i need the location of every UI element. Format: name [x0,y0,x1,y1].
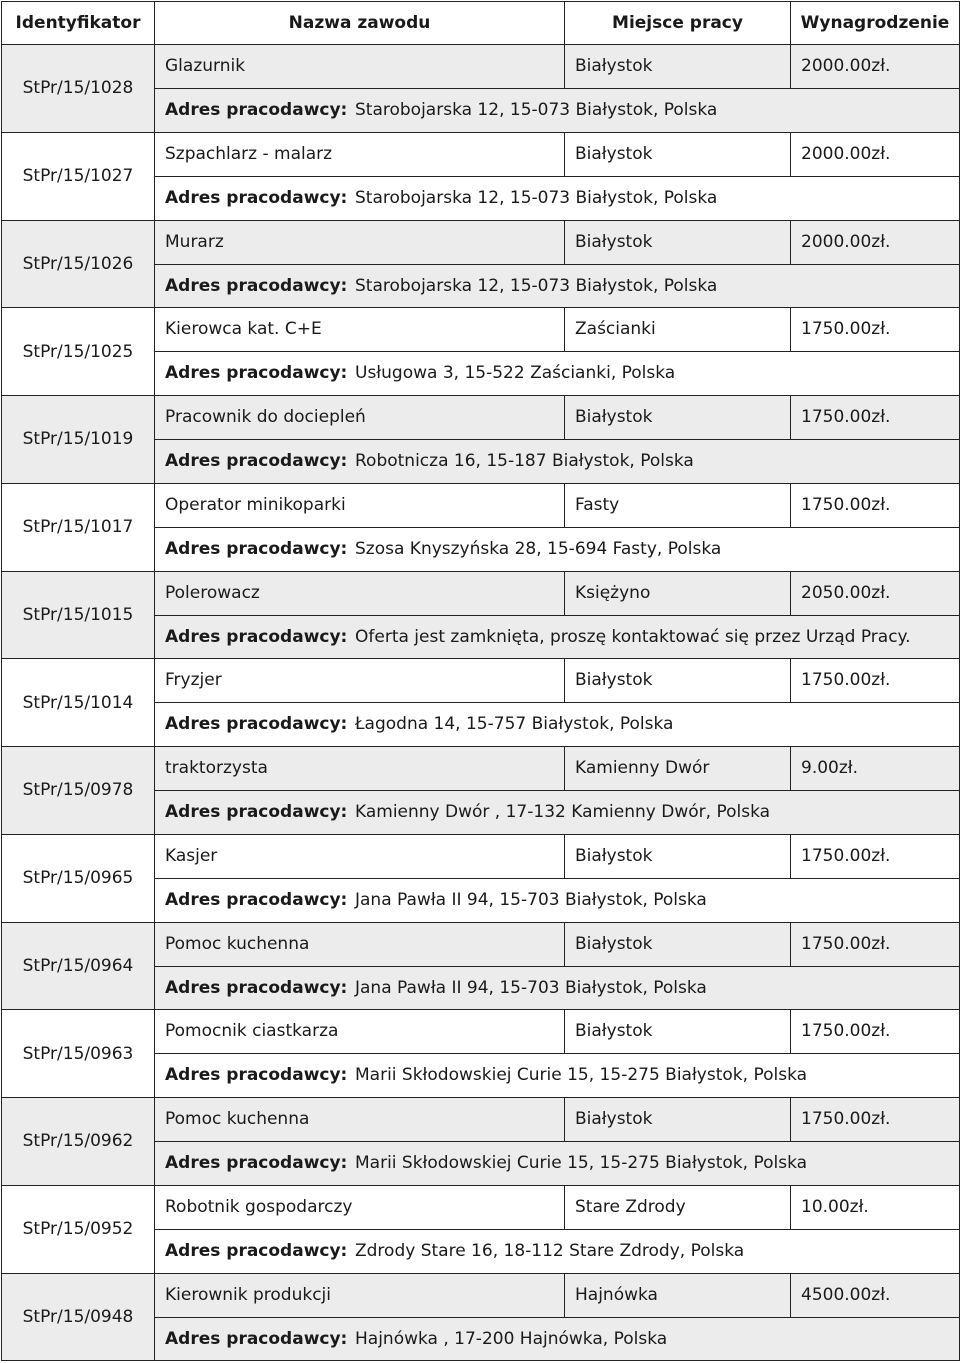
address-label: Adres pracodawcy: [165,714,348,735]
address-label: Adres pracodawcy: [165,802,348,822]
address-label: Adres pracodawcy: [165,100,348,120]
offer-details [155,922,960,1010]
address-label: Adres pracodawcy: [165,451,348,471]
table-row [2,1010,960,1098]
offer-id: StPr/15/0952 [2,1185,155,1273]
job-name: Fryzjer [165,670,222,691]
offer-details [155,1010,960,1098]
column-divider [790,923,791,967]
offer-id: StPr/15/1017 [2,483,155,571]
job-place: Białystok [575,845,653,866]
job-name: Kierownik produkcji [165,1284,332,1305]
job-name: Operator minikoparki [165,494,346,515]
job-salary: 9.00zł. [801,758,859,778]
address-label: Adres pracodawcy: [165,187,348,208]
column-divider [790,221,791,265]
offer-address-line [155,703,959,747]
employer-address: Usługowa 3, 15-522 Zaścianki, Polska [355,363,676,384]
offer-details [155,1185,960,1273]
table-row [2,571,960,659]
column-divider [564,747,565,791]
offer-address-line [155,1230,959,1274]
column-divider [790,659,791,703]
offer-address-line [155,616,959,660]
column-divider [790,1098,791,1142]
job-offers-table [1,1,960,1361]
job-name: Kierowca kat. C+E [165,319,322,340]
offer-id: StPr/15/0962 [2,1098,155,1186]
job-place: Księżyno [575,582,651,603]
column-divider [790,133,791,177]
offer-main-line [155,835,959,879]
address-label: Adres pracodawcy: [165,1328,348,1349]
job-place: Fasty [575,494,620,515]
job-place: Białystok [575,1109,653,1129]
column-divider [564,133,565,177]
employer-address: Jana Pawła II 94, 15-703 Białystok, Polska [355,977,707,998]
job-place: Hajnówka [575,1284,658,1305]
offer-details [155,571,960,659]
offer-id: StPr/15/1027 [2,132,155,220]
column-divider [564,1098,565,1142]
column-divider [564,308,565,352]
table-row [2,220,960,308]
table-row [2,1098,960,1186]
offer-address-line [155,89,959,133]
employer-address: Łagodna 14, 15-757 Białystok, Polska [355,714,674,735]
job-salary: 1750.00zł. [801,407,891,427]
column-divider [790,45,791,89]
table-row [2,308,960,396]
offer-id: StPr/15/0948 [2,1273,155,1361]
employer-address: Oferta jest zamknięta, proszę kontaktować się przez Urząd Pracy. [355,626,911,647]
offer-id: StPr/15/0964 [2,922,155,1010]
offer-details [155,659,960,747]
offer-main-line [155,1186,959,1230]
address-label: Adres pracodawcy: [165,977,348,998]
job-name: Kasjer [165,845,218,866]
job-name: Szpachlarz - malarz [165,143,333,164]
employer-address: Starobojarska 12, 15-073 Białystok, Polska [355,187,718,208]
column-divider [790,572,791,616]
offer-main-line [155,1010,959,1054]
column-divider [790,308,791,352]
job-place: Białystok [575,1021,653,1042]
offer-main-line [155,308,959,352]
offer-main-line [155,484,959,528]
offer-main-line [155,1274,959,1318]
offer-address-line [155,1054,959,1098]
job-name: Pomoc kuchenna [165,933,310,954]
offer-details [155,220,960,308]
offer-details [155,45,960,133]
job-name: Pomocnik ciastkarza [165,1021,339,1042]
offer-main-line [155,45,959,89]
job-name: Pracownik do dociepleń [165,407,366,427]
table-row [2,132,960,220]
offer-id: StPr/15/1014 [2,659,155,747]
job-place: Białystok [575,143,653,164]
offer-main-line [155,923,959,967]
column-divider [790,1186,791,1230]
job-salary: 1750.00zł. [801,319,891,340]
offer-details [155,834,960,922]
offer-address-line [155,967,959,1011]
offer-details [155,483,960,571]
column-divider [790,1274,791,1318]
job-salary: 1750.00zł. [801,670,891,691]
table-row [2,1185,960,1273]
table-row [2,483,960,571]
employer-address: Starobojarska 12, 15-073 Białystok, Polska [355,100,718,120]
offer-id: StPr/15/0965 [2,834,155,922]
offer-address-line [155,265,959,309]
column-divider [564,659,565,703]
header-id: Identyfikator [2,2,155,45]
address-label: Adres pracodawcy: [165,889,348,910]
offer-id: StPr/15/1025 [2,308,155,396]
column-divider [564,1010,565,1054]
employer-address: Marii Skłodowskiej Curie 15, 15-275 Białystok, Polska [355,1153,808,1173]
column-divider [564,923,565,967]
offer-main-line [155,659,959,703]
job-salary: 2000.00zł. [801,143,891,164]
job-salary: 2050.00zł. [801,582,891,603]
column-divider [790,396,791,440]
offer-address-line [155,528,959,572]
header-name: Nazwa zawodu [155,2,565,45]
table-row [2,659,960,747]
job-salary: 1750.00zł. [801,845,891,866]
offer-id: StPr/15/1026 [2,220,155,308]
offer-main-line [155,221,959,265]
employer-address: Szosa Knyszyńska 28, 15-694 Fasty, Polska [355,538,722,559]
job-name: Polerowacz [165,582,260,603]
offer-address-line [155,440,959,484]
address-label: Adres pracodawcy: [165,363,348,384]
job-salary: 1750.00zł. [801,494,891,515]
job-salary: 2000.00zł. [801,231,891,252]
column-divider [790,1010,791,1054]
offer-details [155,396,960,484]
job-name: traktorzysta [165,758,268,778]
offer-id: StPr/15/1015 [2,571,155,659]
column-divider [564,484,565,528]
employer-address: Zdrody Stare 16, 18-112 Stare Zdrody, Polska [355,1240,745,1261]
offer-id: StPr/15/1019 [2,396,155,484]
column-divider [790,835,791,879]
job-place: Białystok [575,56,653,76]
column-divider [564,835,565,879]
job-place: Kamienny Dwór [575,758,710,778]
offer-details [155,308,960,396]
column-divider [564,221,565,265]
job-salary: 2000.00zł. [801,56,891,76]
offer-main-line [155,133,959,177]
column-divider [564,45,565,89]
offer-id: StPr/15/0978 [2,747,155,835]
offer-address-line [155,791,959,835]
employer-address: Jana Pawła II 94, 15-703 Białystok, Polska [355,889,707,910]
address-label: Adres pracodawcy: [165,1065,348,1086]
table-row [2,45,960,133]
job-place: Białystok [575,231,653,252]
offer-address-line [155,177,959,221]
column-divider [564,1186,565,1230]
header-place: Miejsce pracy [565,2,791,45]
column-divider [790,484,791,528]
table-row [2,1273,960,1361]
address-label: Adres pracodawcy: [165,1153,348,1173]
column-divider [564,1274,565,1318]
job-name: Murarz [165,231,224,252]
column-divider [564,572,565,616]
job-name: Glazurnik [165,56,246,76]
employer-address: Marii Skłodowskiej Curie 15, 15-275 Białystok, Polska [355,1065,808,1086]
offer-address-line [155,879,959,923]
address-label: Adres pracodawcy: [165,1240,348,1261]
address-label: Adres pracodawcy: [165,626,348,647]
address-label: Adres pracodawcy: [165,538,348,559]
table-header-row [2,2,960,45]
job-salary: 10.00zł. [801,1196,869,1217]
column-divider [790,747,791,791]
job-place: Stare Zdrody [575,1196,686,1217]
job-name: Pomoc kuchenna [165,1109,310,1129]
offer-main-line [155,1098,959,1142]
job-place: Białystok [575,933,653,954]
offer-details [155,1273,960,1361]
job-salary: 4500.00zł. [801,1284,891,1305]
column-divider [564,396,565,440]
offer-id: StPr/15/0963 [2,1010,155,1098]
offer-details [155,1098,960,1186]
offer-id: StPr/15/1028 [2,45,155,133]
job-place: Zaścianki [575,319,656,340]
table-row [2,834,960,922]
employer-address: Kamienny Dwór , 17-132 Kamienny Dwór, Polska [355,802,771,822]
job-place: Białystok [575,407,653,427]
employer-address: Starobojarska 12, 15-073 Białystok, Polska [355,275,718,296]
table-row [2,396,960,484]
table-row [2,922,960,1010]
offer-main-line [155,396,959,440]
employer-address: Hajnówka , 17-200 Hajnówka, Polska [355,1328,668,1349]
offer-main-line [155,747,959,791]
offer-details [155,747,960,835]
offer-main-line [155,572,959,616]
offer-address-line [155,1142,959,1186]
table-row [2,747,960,835]
job-salary: 1750.00zł. [801,1109,891,1129]
employer-address: Robotnicza 16, 15-187 Białystok, Polska [355,451,694,471]
offer-address-line [155,1318,959,1362]
header-salary: Wynagrodzenie [791,2,960,45]
job-salary: 1750.00zł. [801,1021,891,1042]
offer-address-line [155,352,959,396]
address-label: Adres pracodawcy: [165,275,348,296]
job-place: Białystok [575,670,653,691]
job-salary: 1750.00zł. [801,933,891,954]
job-name: Robotnik gospodarczy [165,1196,353,1217]
offer-details [155,132,960,220]
